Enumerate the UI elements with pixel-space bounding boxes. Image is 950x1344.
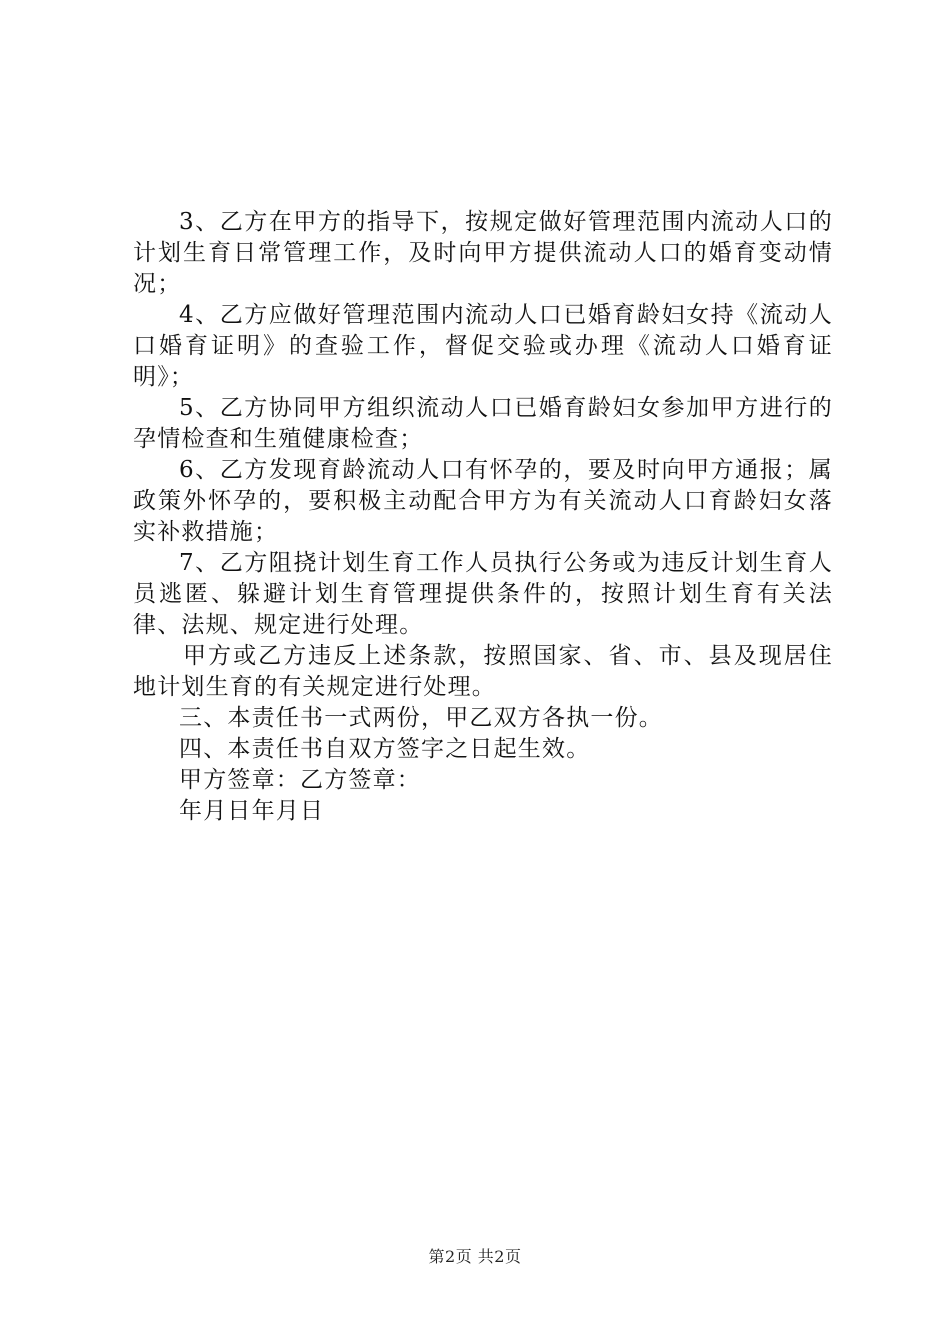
section-three: 三、本责任书一式两份，甲乙双方各执一份。 <box>179 705 663 731</box>
clause-7: 7、乙方阻挠计划生育工作人员执行公务或为违反计划生育人员逃匿、躲避计划生育管理提供条件的，按照计划生育有关法律、法规、规定进行处理。 <box>133 550 833 638</box>
clause-5: 5、乙方协同甲方组织流动人口已婚育龄妇女参加甲方进行的孕情检查和生殖健康检查； <box>133 395 833 452</box>
section-four: 四、本责任书自双方签字之日起生效。 <box>179 736 591 762</box>
clause-3: 3、乙方在甲方的指导下，按规定做好管理范围内流动人口的计划生育日常管理工作，及时向甲方提供流动人口的婚育变动情况； <box>133 209 833 297</box>
date-line: 年月日年月日 <box>179 798 325 824</box>
page-footer <box>0 1244 950 1267</box>
document-body <box>133 207 833 827</box>
clause-6: 6、乙方发现育龄流动人口有怀孕的，要及时向甲方通报；属政策外怀孕的，要积极主动配合甲方为有关流动人口育龄妇女落实补救措施； <box>133 457 833 545</box>
clause-4: 4、乙方应做好管理范围内流动人口已婚育龄妇女持《流动人口婚育证明》的查验工作，督促交验或办理《流动人口婚育证明》； <box>133 302 833 390</box>
page-number: 第2页 共2页 <box>428 1247 522 1266</box>
signature-line: 甲方签章：乙方签章： <box>179 767 421 793</box>
violation-clause: 甲方或乙方违反上述条款，按照国家、省、市、县及现居住地计划生育的有关规定进行处理。 <box>133 643 833 700</box>
